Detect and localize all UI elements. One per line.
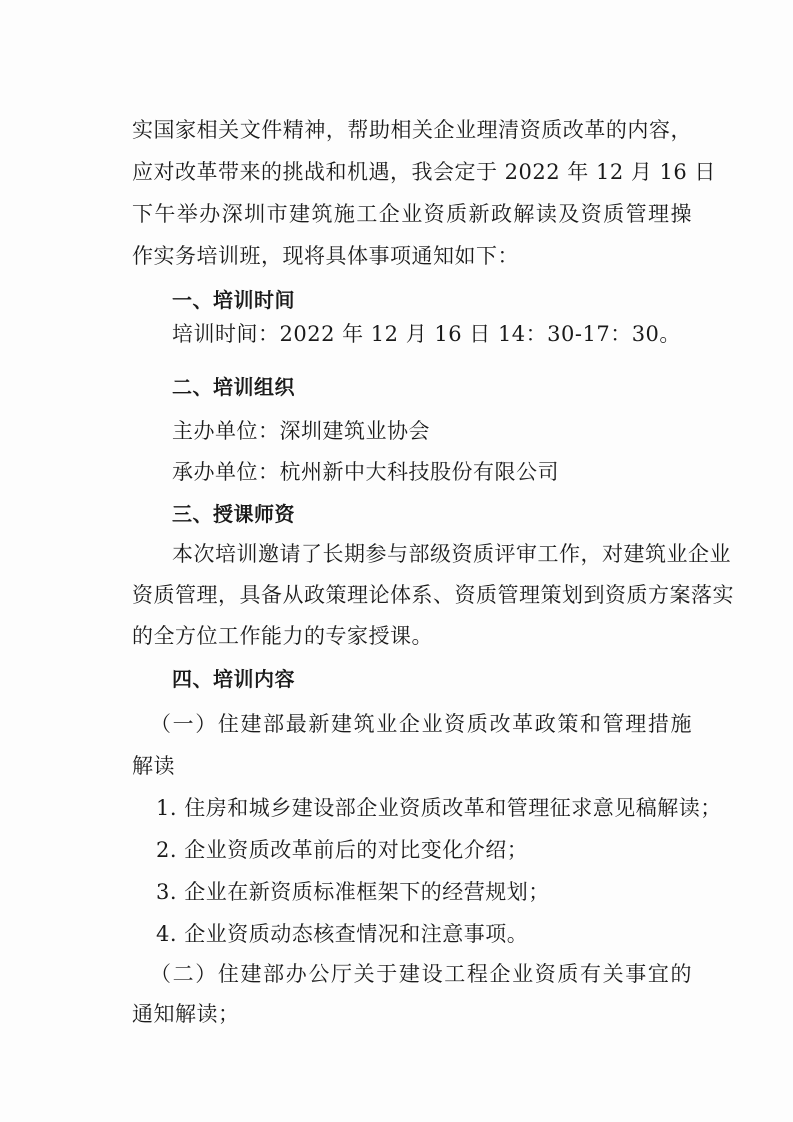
content-item-3: 3. 企业在新资质标准框架下的经营规划； xyxy=(156,880,550,904)
instructor-line-3: 的全方位工作能力的专家授课。 xyxy=(132,624,433,648)
section-3-heading: 三、授课师资 xyxy=(172,502,295,526)
content-part-1-line-2: 解读 xyxy=(132,754,175,778)
instructor-line-1: 本次培训邀请了长期参与部级资质评审工作，对建筑业企业 xyxy=(172,542,731,566)
content-part-2-line-2: 通知解读； xyxy=(132,1002,240,1026)
content-part-2-line-1: （二）住建部办公厅关于建设工程企业资质有关事宜的 xyxy=(150,962,692,986)
intro-line-2: 应对改革带来的挑战和机遇，我会定于 2022 年 12 月 16 日 xyxy=(132,160,716,184)
training-time: 培训时间：2022 年 12 月 16 日 14：30-17：30。 xyxy=(172,322,681,346)
organizer-unit: 承办单位：杭州新中大科技股份有限公司 xyxy=(172,460,559,484)
content-item-4: 4. 企业资质动态核查情况和注意事项。 xyxy=(156,922,529,946)
content-part-1-line-1: （一）住建部最新建筑业企业资质改革政策和管理措施 xyxy=(150,712,692,736)
section-2-heading: 二、培训组织 xyxy=(172,375,295,399)
intro-line-4: 作实务培训班，现将具体事项通知如下： xyxy=(132,244,519,268)
section-1-heading: 一、培训时间 xyxy=(172,288,295,312)
content-item-1: 1. 住房和城乡建设部企业资质改革和管理征求意见稿解读； xyxy=(156,796,722,820)
instructor-line-2: 资质管理，具备从政策理论体系、资质管理策划到资质方案落实 xyxy=(132,583,734,607)
host-unit: 主办单位：深圳建筑业协会 xyxy=(172,419,430,443)
intro-line-1: 实国家相关文件精神，帮助相关企业理清资质改革的内容， xyxy=(132,118,692,142)
section-4-heading: 四、培训内容 xyxy=(172,667,295,691)
content-item-2: 2. 企业资质改革前后的对比变化介绍； xyxy=(156,838,529,862)
intro-line-3: 下午举办深圳市建筑施工企业资质新政解读及资质管理操 xyxy=(132,202,692,226)
